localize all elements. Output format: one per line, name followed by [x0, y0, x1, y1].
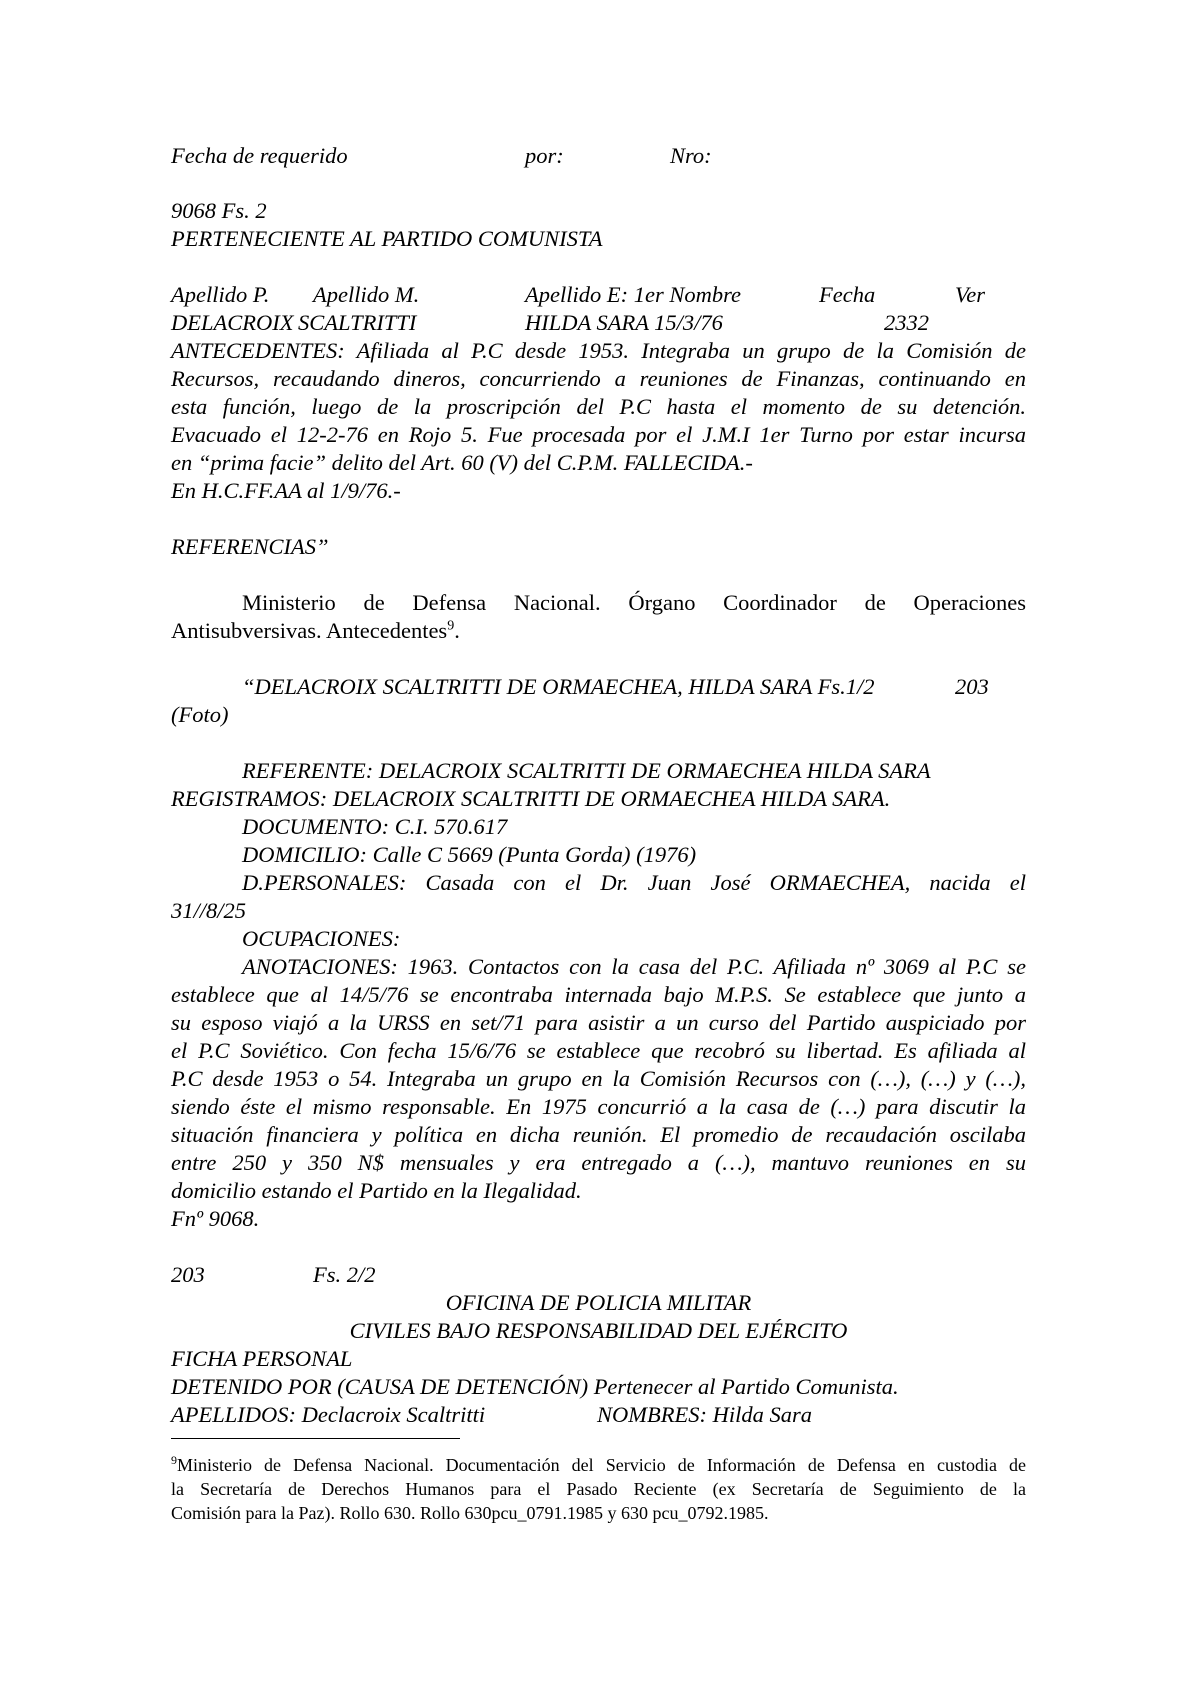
anotaciones-line: su esposo viajó a la URSS en set/71 para asistir a un curso del Partido auspiciado por [171, 1010, 1026, 1035]
col-ver: Ver [955, 282, 985, 307]
footnote-line: Comisión para la Paz). Rollo 630. Rollo 630pcu_0791.1985 y 630 pcu_0792.1985. [171, 1503, 769, 1523]
col-apellido-e: Apellido E: 1er Nombre [525, 282, 742, 307]
label-fecha-requerido: Fecha de requerido [171, 143, 348, 168]
detenido-line: DETENIDO POR (CAUSA DE DETENCIÓN) Pertenecer al Partido Comunista. [171, 1374, 899, 1399]
source-line-2 [171, 617, 1026, 645]
hcffaa-line: En H.C.FF.AA al 1/9/76.- [171, 478, 401, 503]
footnote-mark: 9 [171, 1453, 177, 1467]
anotaciones-line: siendo éste el mismo responsable. En 1975 concurrió a la casa de (…) para discutir la [171, 1094, 1026, 1119]
anotaciones-line: ANOTACIONES: 1963. Contactos con la casa del P.C. Afiliada nº 3069 al P.C se [242, 954, 1026, 979]
label-por: por: [525, 143, 564, 168]
source-line: Ministerio de Defensa Nacional. Órgano Coordinador de Operaciones [242, 590, 1026, 615]
antecedentes-line: ANTECEDENTES: Afiliada al P.C desde 1953. Integraba un grupo de la Comisión de [171, 338, 1026, 363]
anotaciones-line: el P.C Soviético. Con fecha 15/6/76 se establece que recobró su libertad. Es afiliada al [171, 1038, 1026, 1063]
antecedentes-line: en “prima facie” delito del Art. 60 (V) del C.P.M. FALLECIDA.- [171, 450, 753, 475]
val-apellido-p: DELACROIX [171, 310, 294, 335]
civiles-title: CIVILES BAJO RESPONSABILIDAD DEL EJÉRCITO [349, 1318, 848, 1343]
col-fecha: Fecha [819, 282, 876, 307]
col-apellido-m: Apellido M. [313, 282, 420, 307]
footnote-separator [171, 1438, 460, 1439]
ficha1-number: 203 [955, 674, 989, 699]
footnote-text: Ministerio de Defensa Nacional. Documentación del Servicio de Información de Defensa en custodia de [177, 1455, 1026, 1475]
dpersonales-cont: 31//8/25 [171, 898, 247, 923]
domicilio-line: DOMICILIO: Calle C 5669 (Punta Gorda) (1976) [242, 842, 697, 867]
label-nro: Nro: [670, 143, 712, 168]
referencias-heading: REFERENCIAS” [171, 534, 329, 559]
val-ver: 2332 [884, 310, 929, 335]
anotaciones-line: situación financiera y política en dicha reunión. El promedio de recaudación oscilaba [171, 1122, 1026, 1147]
footnote-line [171, 1453, 1026, 1477]
fn-number-line: Fnº 9068. [171, 1206, 260, 1231]
source-text: Antisubversivas. Antecedentes [171, 618, 448, 643]
party-affiliation: PERTENECIENTE AL PARTIDO COMUNISTA [171, 226, 603, 251]
record-reference: 9068 Fs. 2 [171, 198, 267, 223]
ficha2-number: 203 [171, 1262, 205, 1287]
antecedentes-line: Evacuado el 12-2-76 en Rojo 5. Fue procesada por el J.M.I 1er Turno por estar incursa [171, 422, 1026, 447]
anotaciones-line: entre 250 y 350 N$ mensuales y era entregado a (…), mantuvo reuniones en su [171, 1150, 1026, 1175]
ficha-personal-heading: FICHA PERSONAL [171, 1346, 353, 1371]
anotaciones-line: establece que al 14/5/76 se encontraba internada bajo M.P.S. Se establece que junto a [171, 982, 1026, 1007]
val-apellido-m: SCALTRITTI [298, 310, 417, 335]
ficha2-folio: Fs. 2/2 [313, 1262, 376, 1287]
anotaciones-line: domicilio estando el Partido en la Ilegalidad. [171, 1178, 582, 1203]
antecedentes-line: Recursos, recaudando dineros, concurriendo a reuniones de Finanzas, continuando en [171, 366, 1026, 391]
footnote-reference: 9 [447, 618, 455, 634]
col-apellido-p: Apellido P. [171, 282, 270, 307]
nombres-field: NOMBRES: Hilda Sara [597, 1402, 812, 1427]
ficha1-title: “DELACROIX SCALTRITTI DE ORMAECHEA, HILDA SARA Fs.1/2 [242, 674, 875, 699]
referente-line: REFERENTE: DELACROIX SCALTRITTI DE ORMAECHEA HILDA SARA [242, 758, 931, 783]
footnote-line: la Secretaría de Derechos Humanos para el Pasado Reciente (ex Secretaría de Seguimiento de la [171, 1479, 1026, 1499]
val-nombre-fecha: HILDA SARA 15/3/76 [525, 310, 723, 335]
anotaciones-line: P.C desde 1953 o 54. Integraba un grupo en la Comisión Recursos con (…), (…) y (…), [171, 1066, 1026, 1091]
office-title: OFICINA DE POLICIA MILITAR [445, 1290, 752, 1315]
documento-line: DOCUMENTO: C.I. 570.617 [242, 814, 508, 839]
registramos-line: REGISTRAMOS: DELACROIX SCALTRITTI DE ORMAECHEA HILDA SARA. [171, 786, 891, 811]
foto-placeholder-text: (Foto) [171, 702, 229, 727]
ocupaciones-line: OCUPACIONES: [242, 926, 401, 951]
dpersonales-line: D.PERSONALES: Casada con el Dr. Juan José ORMAECHEA, nacida el [242, 870, 1026, 895]
apellidos-field: APELLIDOS: Declacroix Scaltritti [171, 1402, 486, 1427]
antecedentes-line: esta función, luego de la proscripción del P.C hasta el momento de su detención. [171, 394, 1026, 419]
source-end: . [454, 618, 460, 643]
